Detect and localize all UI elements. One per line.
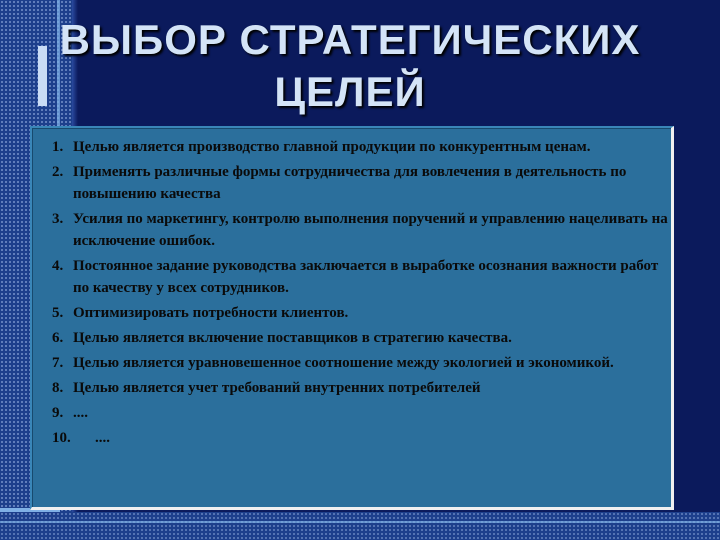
list-item xyxy=(52,208,668,252)
item-text: Целью является учет требований внутренних потребителей xyxy=(73,380,481,396)
item-text: Постоянное задание руководства заключается в выработке осознания важности работ по качеству у всех сотрудников. xyxy=(73,258,659,296)
list-item xyxy=(52,327,668,349)
content-box xyxy=(30,126,674,510)
list-item xyxy=(52,302,668,324)
list-item xyxy=(52,377,668,399)
item-text: Усилия по маркетингу, контролю выполнения поручений и управлению нацеливать на исключение ошибок. xyxy=(73,211,668,249)
goals-list xyxy=(52,136,668,452)
list-item xyxy=(52,402,668,424)
list-item xyxy=(52,427,668,449)
item-number: 1. xyxy=(52,139,64,155)
item-number: 8. xyxy=(52,380,64,396)
item-text: Применять различные формы сотрудничества для вовлечения в деятельность по повышению качества xyxy=(73,164,627,202)
item-text: Целью является уравновешенное соотношение между экологией и экономикой. xyxy=(73,355,614,371)
item-number: 10. xyxy=(52,430,71,446)
item-number: 6. xyxy=(52,330,64,346)
list-item xyxy=(52,161,668,205)
item-number: 2. xyxy=(52,164,64,180)
item-text: Целью является производство главной продукции по конкурентным ценам. xyxy=(73,139,591,155)
item-text: .... xyxy=(95,430,110,446)
bottom-accent-line xyxy=(0,521,720,523)
list-item xyxy=(52,352,668,374)
slide-title: ВЫБОР СТРАТЕГИЧЕСКИХ ЦЕЛЕЙ xyxy=(59,16,641,115)
item-number: 9. xyxy=(52,405,64,421)
list-item xyxy=(52,136,668,158)
bottom-decorative-band xyxy=(0,512,720,540)
item-number: 3. xyxy=(52,211,64,227)
list-item xyxy=(52,255,668,299)
item-text: .... xyxy=(73,405,88,421)
item-number: 5. xyxy=(52,305,64,321)
item-number: 4. xyxy=(52,258,64,274)
item-text: Оптимизировать потребности клиентов. xyxy=(73,305,349,321)
item-number: 7. xyxy=(52,355,64,371)
item-text: Целью является включение поставщиков в стратегию качества. xyxy=(73,330,512,346)
